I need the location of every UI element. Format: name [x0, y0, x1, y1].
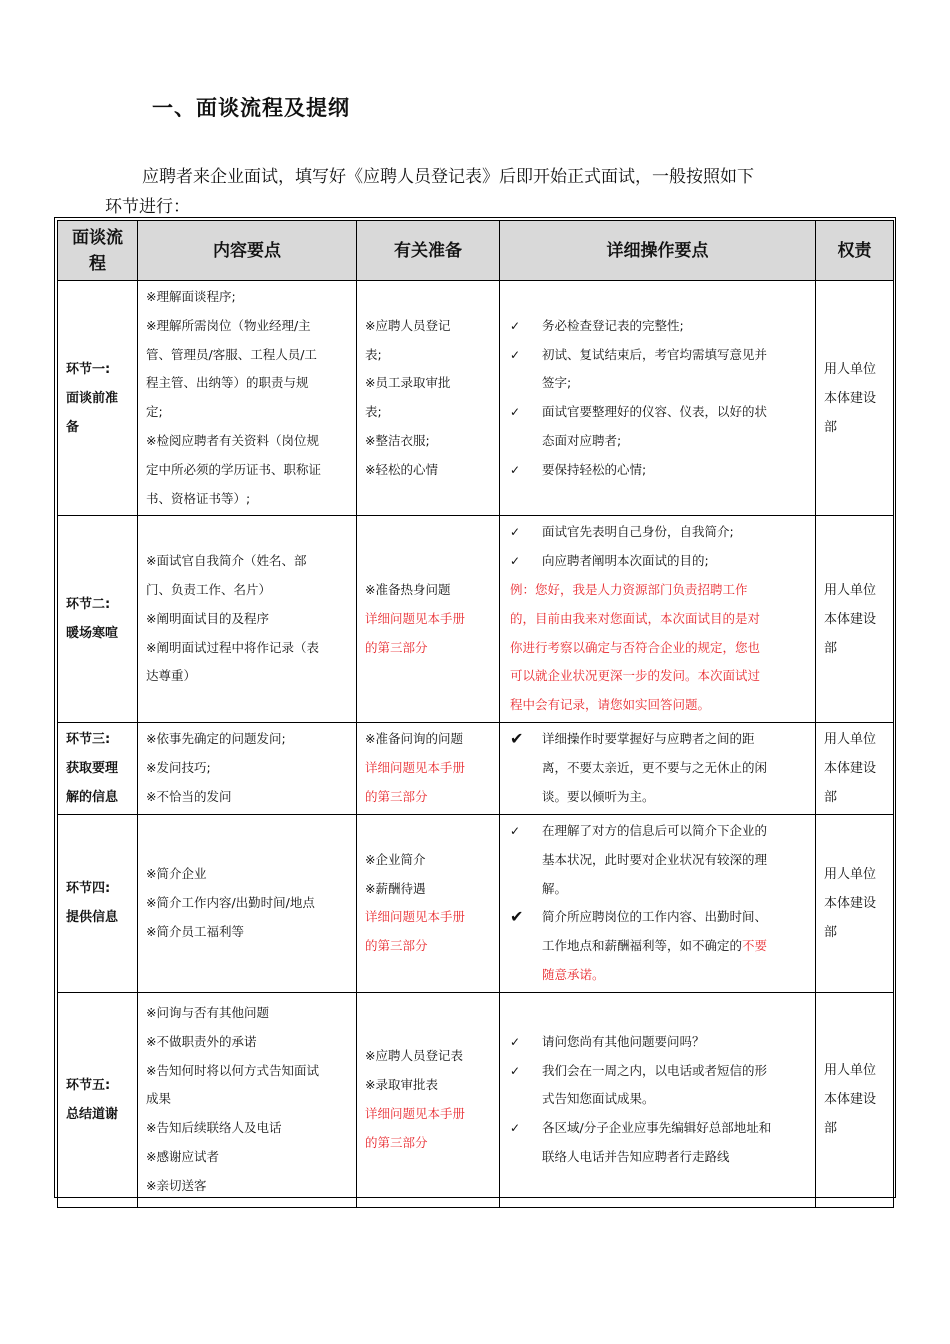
check-icon: ✓	[510, 405, 521, 420]
content-cell: ※面试官自我简介（姓名、部 门、负责工作、名片） ※阐明面试目的及程序 ※阐明面试过程中将作记录（表 达尊重）	[138, 516, 357, 723]
header-details: 详细操作要点	[500, 221, 816, 281]
table-row	[58, 814, 894, 992]
check-icon: ✓	[510, 462, 521, 477]
header-prep: 有关准备	[357, 221, 500, 281]
responsibility-cell: 用人单位 本体建设 部	[816, 814, 894, 992]
details-cell: ✓ 在理解了对方的信息后可以简介下企业的 基本状况，此时要对企业状况有较深的理 解。 ✔ 简介所应聘岗位的工作内容、出勤时间、 工作地点和薪酬福利等，如不确定的不要 随意承诺。	[500, 814, 816, 992]
details-cell: ✓ 面试官先表明自己身份，自我简介; ✓ 向应聘者阐明本次面试的目的; 例：您好，我是人力资源部门负责招聘工作 的，目前由我来对您面试，本次面试目的是对 你进行考察以确定与否符合企业的规定，您也 可以就企业状况更深一步的发问。本次面试过 程中会有记录，请您如实回答问题。	[500, 516, 816, 723]
check-icon: ✓	[510, 823, 521, 838]
stage-cell: 环节一: 面谈前准 备	[58, 281, 138, 516]
check-icon: ✓	[510, 1034, 521, 1049]
table-header-row	[58, 221, 894, 281]
table-row	[58, 516, 894, 723]
interview-process-table	[57, 220, 894, 1208]
table-row	[58, 722, 894, 814]
intro-line-2: 环节进行：	[105, 197, 190, 217]
prep-cell: ※应聘人员登记 表; ※员工录取审批 表; ※整洁衣服; ※轻松的心情	[357, 281, 500, 516]
details-cell: ✔ 详细操作时要掌握好与应聘者之间的距 离，不要太亲近，更不要与之无休止的闲 谈。要以倾听为主。	[500, 722, 816, 814]
details-cell: ✓ 务必检查登记表的完整性; ✓ 初试、复试结束后，考官均需填写意见并 签字; ✓ 面试官要整理好的仪容、仪表，以好的状 态面对应聘者; ✓ 要保持轻松的心情;	[500, 281, 816, 516]
stage-cell: 环节四: 提供信息	[58, 814, 138, 992]
prep-cell: ※准备问询的问题 详细问题见本手册 的第三部分	[357, 722, 500, 814]
prep-cell: ※企业简介 ※薪酬待遇 详细问题见本手册 的第三部分	[357, 814, 500, 992]
content-cell: ※依事先确定的问题发问; ※发问技巧; ※不恰当的发问	[138, 722, 357, 814]
example-text: 例：您好，我是人力资源部门负责招聘工作 的，目前由我来对您面试，本次面试目的是对 你进行考察以确定与否符合企业的规定，您也 可以就企业状况更深一步的发问。本次面试过 程中会有记录，请您如实回答问题。	[510, 581, 761, 713]
check-icon: ✓	[510, 1063, 521, 1078]
content-cell: ※简介企业 ※简介工作内容/出勤时间/地点 ※简介员工福利等	[138, 814, 357, 992]
intro-line-1: 应聘者来企业面试，填写好《应聘人员登记表》后即开始正式面试，一般按照如下	[142, 167, 754, 187]
prep-cell: ※应聘人员登记表 ※录取审批表 详细问题见本手册 的第三部分	[357, 992, 500, 1207]
content-cell: ※理解面谈程序; ※理解所需岗位（物业经理/主 管、管理员/客服、工程人员/工 程主管、出纳等）的职责与规 定; ※检阅应聘者有关资料（岗位规 定中所必须的学历证书、职称证 书、资格证书等）;	[138, 281, 357, 516]
details-cell: ✓ 请问您尚有其他问题要问吗？ ✓ 我们会在一周之内，以电话或者短信的形 式告知您面试成果。 ✓ 各区域/分子企业应事先编辑好总部地址和 联络人电话并告知应聘者行走路线	[500, 992, 816, 1207]
responsibility-cell: 用人单位 本体建设 部	[816, 516, 894, 723]
check-icon: ✓	[510, 554, 521, 569]
table-row	[58, 281, 894, 516]
stage-cell: 环节三: 获取要理 解的信息	[58, 722, 138, 814]
content-cell: ※问询与否有其他问题 ※不做职责外的承诺 ※告知何时将以何方式告知面试 成果 ※告知后续联络人及电话 ※感谢应试者 ※亲切送客	[138, 992, 357, 1207]
check-icon: ✓	[510, 318, 521, 333]
stage-cell: 环节二: 暖场寒喧	[58, 516, 138, 723]
check-icon: ✔	[510, 729, 524, 749]
stage-cell: 环节五: 总结道谢	[58, 992, 138, 1207]
responsibility-cell: 用人单位 本体建设 部	[816, 722, 894, 814]
page-title: 一、面谈流程及提纲	[152, 96, 350, 120]
check-icon: ✓	[510, 525, 521, 540]
table-row	[58, 992, 894, 1207]
check-icon: ✔	[510, 907, 524, 927]
header-content: 内容要点	[138, 221, 357, 281]
header-responsibility: 权责	[816, 221, 894, 281]
prep-cell: ※准备热身问题 详细问题见本手册 的第三部分	[357, 516, 500, 723]
header-stage: 面谈流程	[58, 221, 138, 281]
check-icon: ✓	[510, 1121, 521, 1136]
responsibility-cell: 用人单位 本体建设 部	[816, 281, 894, 516]
responsibility-cell: 用人单位 本体建设 部	[816, 992, 894, 1207]
check-icon: ✓	[510, 347, 521, 362]
